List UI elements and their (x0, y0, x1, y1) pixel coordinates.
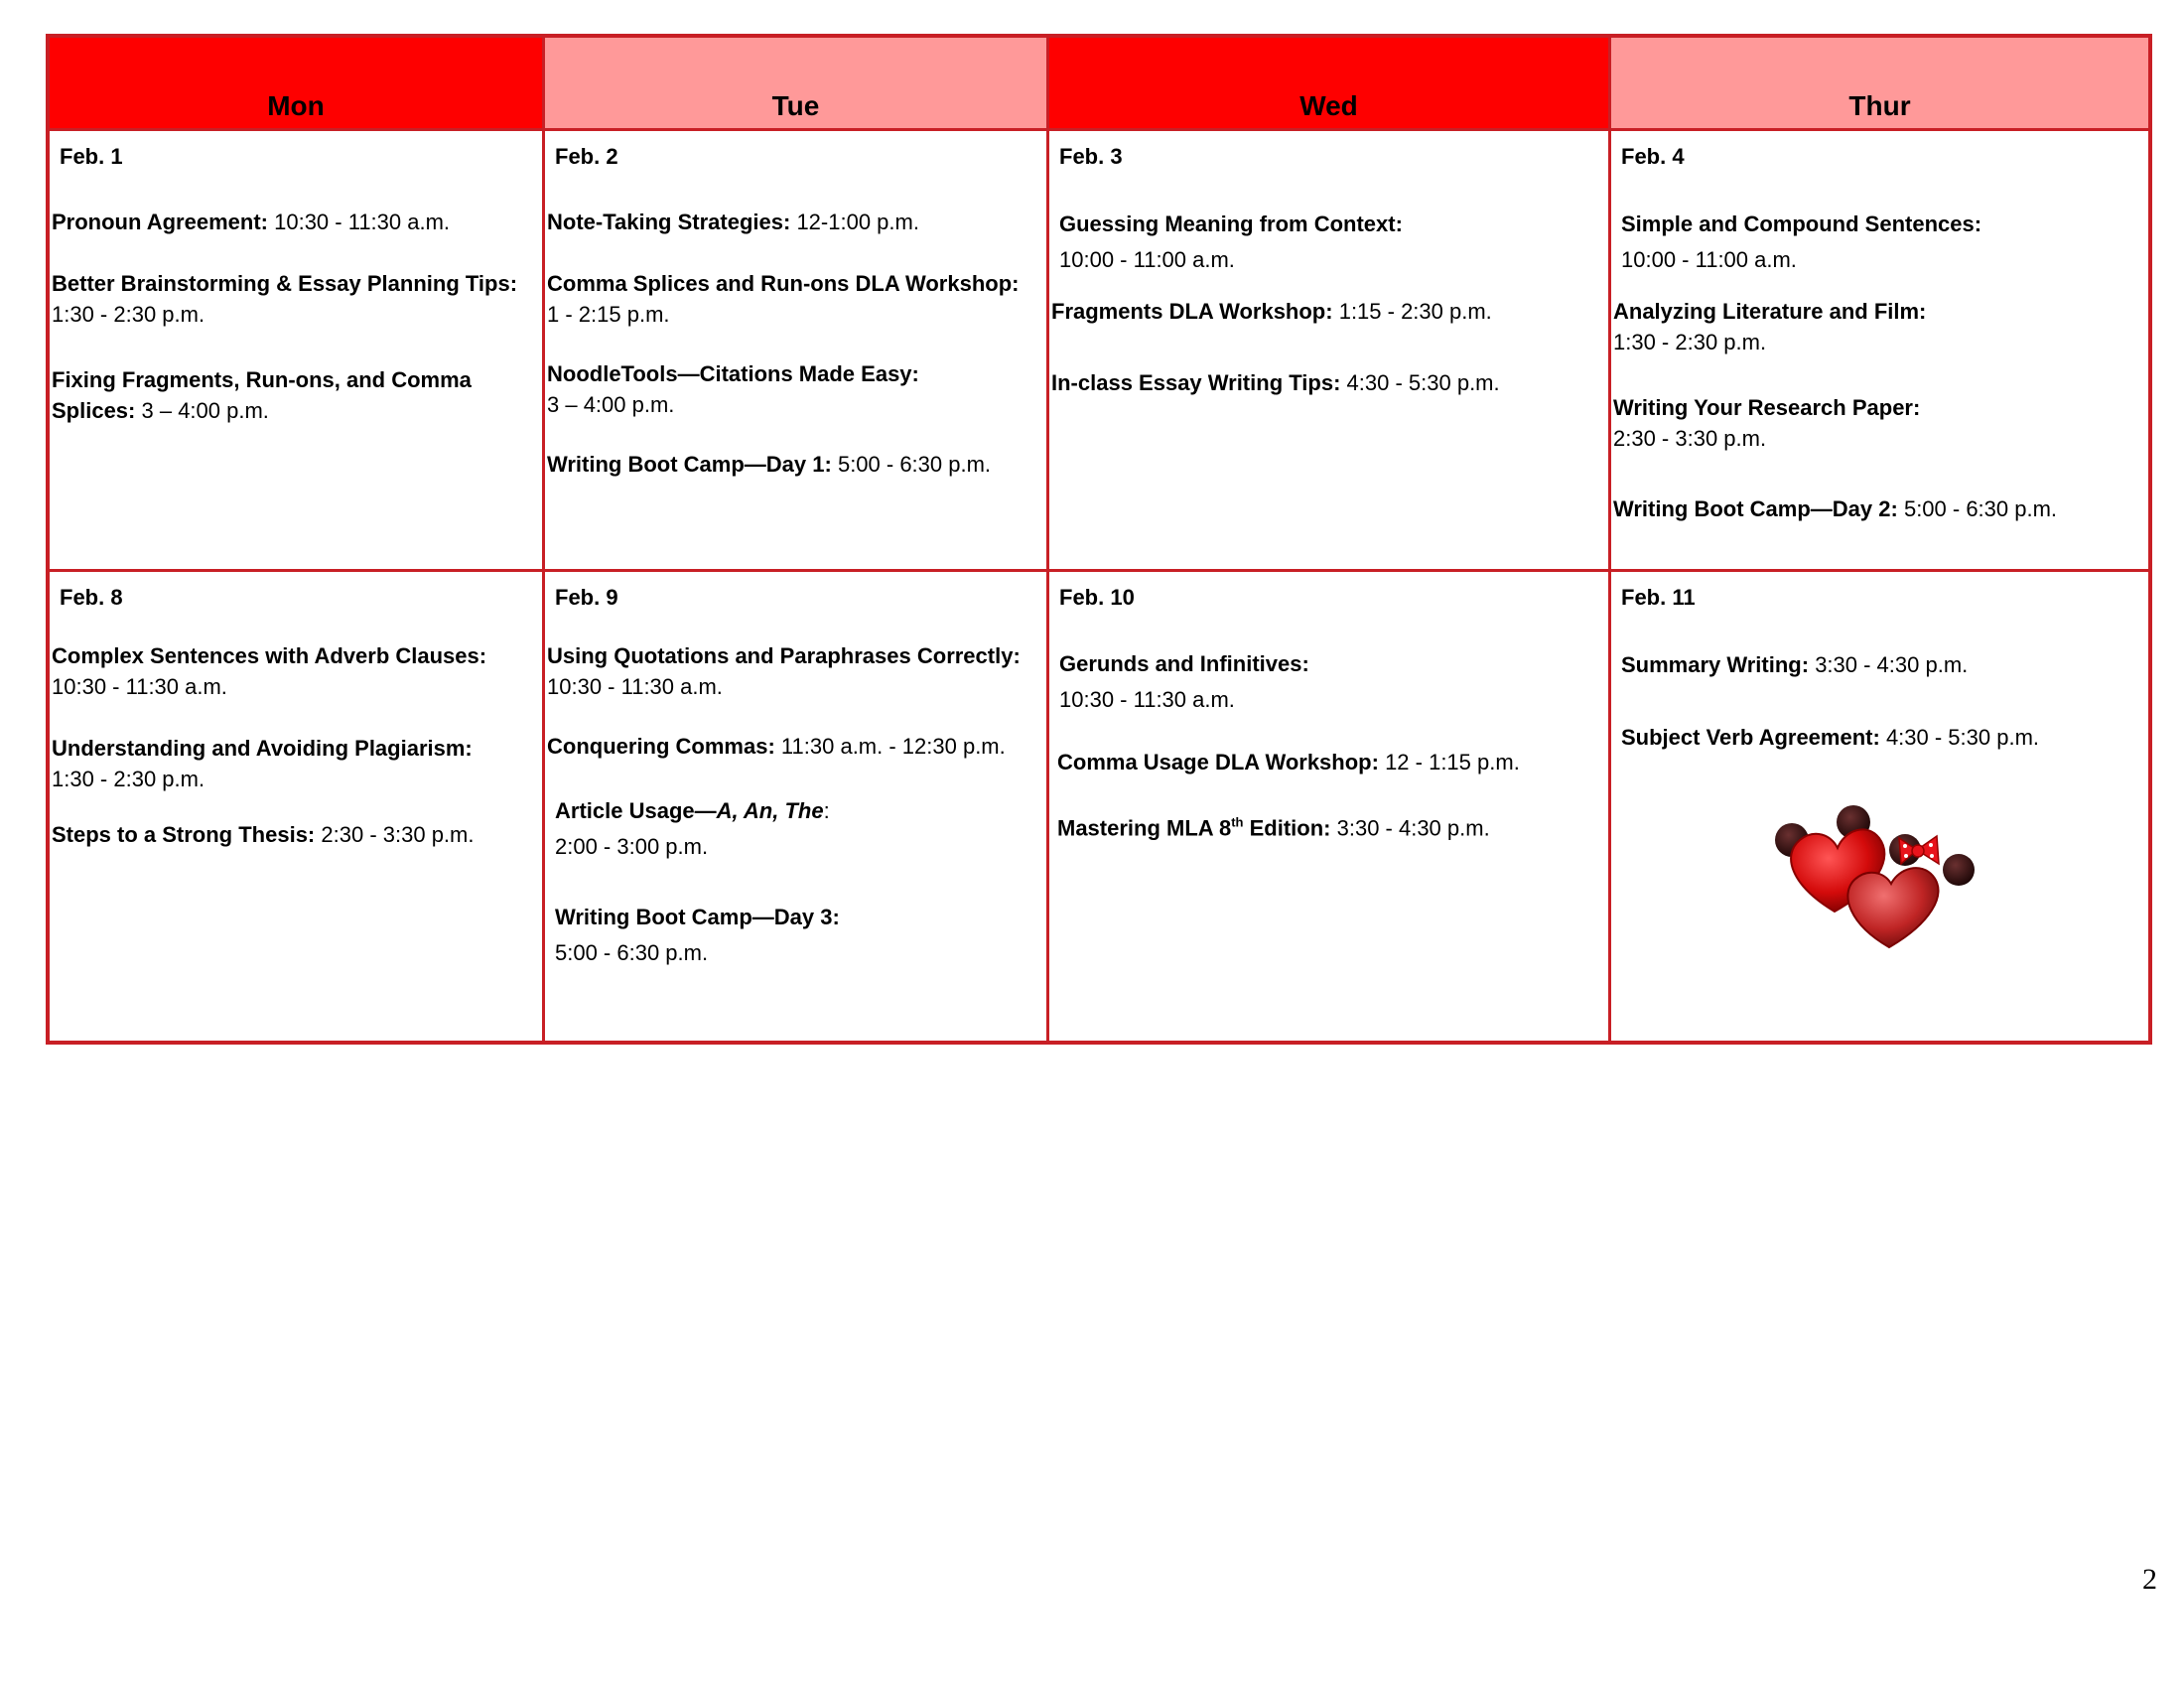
event: Mastering MLA 8th Edition: 3:30 - 4:30 p.m. (1057, 815, 1490, 841)
hearts-icon (1770, 800, 1988, 949)
event: Using Quotations and Paraphrases Correctly: 10:30 - 11:30 a.m. (547, 643, 1021, 699)
event: Steps to a Strong Thesis: 2:30 - 3:30 p.m. (52, 822, 475, 847)
event: Note-Taking Strategies: 12-1:00 p.m. (547, 210, 919, 234)
event: Summary Writing: 3:30 - 4:30 p.m. (1621, 652, 1969, 677)
event: Writing Boot Camp—Day 1: 5:00 - 6:30 p.m. (547, 452, 992, 477)
date-label: Feb. 8 (60, 585, 123, 610)
calendar-grid (46, 34, 2152, 1045)
event: Writing Boot Camp—Day 2: 5:00 - 6:30 p.m. (1613, 496, 2058, 521)
day-cell-feb-9 (545, 572, 1049, 1041)
header-wed: Wed (1049, 38, 1611, 131)
event: Subject Verb Agreement: 4:30 - 5:30 p.m. (1621, 725, 2040, 750)
header-tue: Tue (545, 38, 1049, 131)
event: Analyzing Literature and Film: 1:30 - 2:30 p.m. (1613, 299, 1927, 354)
event: Understanding and Avoiding Plagiarism: 1:30 - 2:30 p.m. (52, 736, 473, 791)
event: Simple and Compound Sentences: 10:00 - 11:00 a.m. (1621, 211, 1982, 272)
event: Fragments DLA Workshop: 1:15 - 2:30 p.m. (1051, 299, 1492, 324)
event: Article Usage—A, An, The: 2:00 - 3:00 p.m. (555, 798, 830, 859)
date-label: Feb. 3 (1059, 144, 1123, 169)
day-cell-feb-8 (50, 572, 545, 1041)
event: Comma Splices and Run-ons DLA Workshop: 1 - 2:15 p.m. (547, 271, 1020, 327)
event: Guessing Meaning from Context: 10:00 - 11:00 a.m. (1059, 211, 1403, 272)
page-number: 2 (2142, 1563, 2157, 1596)
day-cell-feb-4 (1611, 131, 2148, 572)
event: Better Brainstorming & Essay Planning Tips: 1:30 - 2:30 p.m. (52, 271, 518, 327)
hearts-mouse-ears-image (1770, 800, 1988, 949)
event: Comma Usage DLA Workshop: 12 - 1:15 p.m. (1057, 750, 1520, 774)
header-thur: Thur (1611, 38, 2148, 131)
event: Gerunds and Infinitives: 10:30 - 11:30 a.m. (1059, 651, 1309, 712)
event: Writing Boot Camp—Day 3: 5:00 - 6:30 p.m. (555, 905, 840, 965)
date-label: Feb. 11 (1621, 585, 1696, 610)
event: NoodleTools—Citations Made Easy: 3 – 4:00 p.m. (547, 361, 919, 417)
event: Fixing Fragments, Run-ons, and Comma Splices: 3 – 4:00 p.m. (52, 367, 472, 423)
event: Conquering Commas: 11:30 a.m. - 12:30 p.m. (547, 734, 1006, 759)
day-cell-feb-2 (545, 131, 1049, 572)
day-cell-feb-3 (1049, 131, 1611, 572)
date-label: Feb. 4 (1621, 144, 1685, 169)
date-label: Feb. 2 (555, 144, 618, 169)
date-label: Feb. 1 (60, 144, 123, 169)
date-label: Feb. 10 (1059, 585, 1135, 610)
day-cell-feb-11 (1611, 572, 2148, 1041)
event: Pronoun Agreement: 10:30 - 11:30 a.m. (52, 210, 451, 234)
event: Writing Your Research Paper: 2:30 - 3:30 p.m. (1613, 395, 1921, 451)
header-mon: Mon (50, 38, 545, 131)
date-label: Feb. 9 (555, 585, 618, 610)
event: In-class Essay Writing Tips: 4:30 - 5:30 p.m. (1051, 370, 1500, 395)
day-cell-feb-1 (50, 131, 545, 572)
day-cell-feb-10 (1049, 572, 1611, 1041)
event: Complex Sentences with Adverb Clauses: 10:30 - 11:30 a.m. (52, 643, 487, 699)
